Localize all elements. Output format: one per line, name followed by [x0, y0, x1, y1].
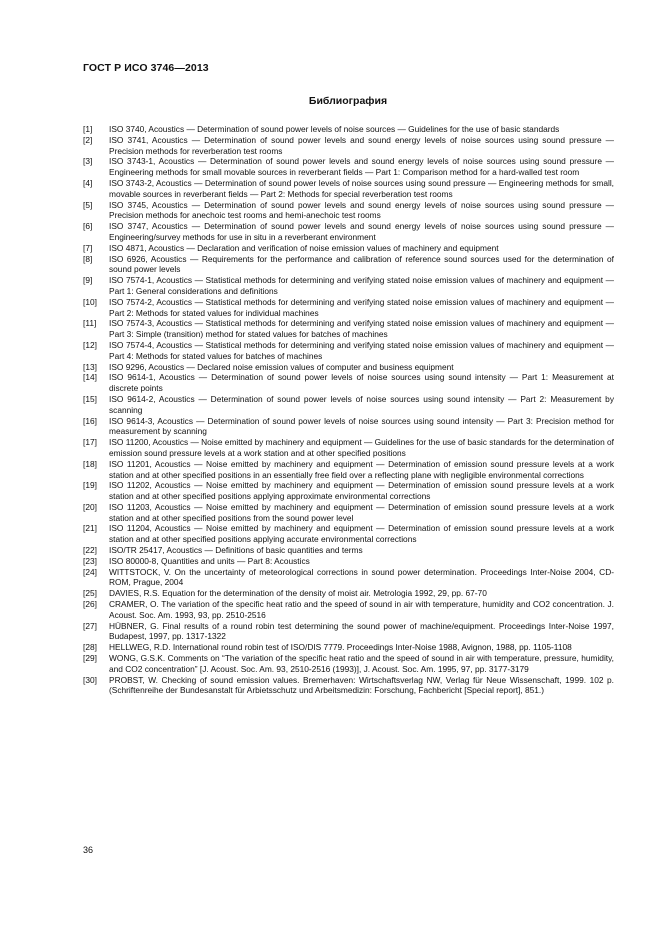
reference-item: [83, 588, 614, 599]
reference-text: ISO 11204, Acoustics — Noise emitted by machinery and equipment — Determination of emission sound pressure levels at a work station and at other specified positions applying accurate environmental corrections: [109, 523, 614, 545]
reference-item: [83, 135, 614, 157]
reference-text: DAVIES, R.S. Equation for the determination of the density of moist air. Metrologia 1992, 29, pp. 67-70: [109, 588, 487, 599]
reference-item: [83, 642, 614, 653]
reference-text: ISO 7574-3, Acoustics — Statistical methods for determining and verifying stated noise emission values of machinery and equipment — Part 3: Simple (transition) method for stated values for batches of machines: [109, 318, 614, 340]
reference-text: ISO 3743-2, Acoustics — Determination of sound power levels of noise sources using sound pressure — Engineering methods for small, movable sources in reverberant fields — Part 2: Methods for special reverberation test rooms: [109, 177, 614, 199]
reference-text: ISO 80000-8, Quantities and units — Part 8: Acoustics: [109, 555, 310, 566]
reference-item: [83, 254, 614, 276]
reference-number: [29]: [83, 653, 97, 664]
reference-text: ISO 11202, Acoustics — Noise emitted by machinery and equipment — Determination of emission sound pressure levels at a work station and at other specified positions applying approximate environmental corrections: [109, 480, 614, 502]
reference-number: [19]: [83, 480, 97, 491]
reference-number: [14]: [83, 372, 97, 383]
reference-text: ISO 6926, Acoustics — Requirements for the performance and calibration of reference sound sources used for the determination of sound power levels: [109, 253, 614, 275]
reference-item: [83, 545, 614, 556]
reference-item: [83, 318, 614, 340]
reference-item: [83, 567, 614, 589]
reference-number: [1]: [83, 124, 93, 134]
reference-text: ISO 3745, Acoustics — Determination of sound power levels and sound energy levels of noise sources using sound pressure — Precision methods for anechoic test rooms and hemi-anechoic test rooms: [109, 199, 614, 221]
reference-number: [24]: [83, 566, 97, 577]
reference-item: [83, 221, 614, 243]
reference-number: [2]: [83, 134, 93, 145]
reference-number: [3]: [83, 156, 93, 167]
reference-number: [4]: [83, 177, 93, 188]
reference-number: [26]: [83, 599, 97, 610]
reference-number: [7]: [83, 242, 93, 253]
reference-text: ISO 3743-1, Acoustics — Determination of sound power levels and sound energy levels of noise sources using sound pressure — Engineering methods for small movable sources in reverberant fields — Part 1: Comparison method for a hard-walled test room: [109, 156, 614, 178]
reference-number: [16]: [83, 415, 97, 426]
page-number: 36: [83, 845, 94, 855]
reference-item: [83, 275, 614, 297]
reference-number: [8]: [83, 253, 93, 264]
reference-text: ISO 3747, Acoustics — Determination of sound power levels and sound energy levels of noise sources using sound pressure — Engineering/survey methods for use in situ in a reverberant environment: [109, 221, 614, 242]
reference-item: [83, 675, 614, 697]
reference-number: [18]: [83, 458, 97, 469]
reference-number: [20]: [83, 501, 97, 512]
reference-number: [9]: [83, 275, 93, 286]
reference-text: ISO/TR 25417, Acoustics — Definitions of basic quantities and terms: [109, 545, 363, 556]
reference-item: [83, 459, 614, 481]
reference-number: [5]: [83, 199, 93, 210]
document-code: ГОСТ Р ИСО 3746—2013: [83, 62, 209, 74]
reference-number: [27]: [83, 620, 97, 631]
reference-item: [83, 124, 614, 135]
reference-number: [21]: [83, 523, 97, 534]
reference-item: [83, 372, 614, 394]
reference-number: [13]: [83, 361, 97, 372]
reference-text: ISO 4871, Acoustics — Declaration and verification of noise emission values of machinery and equipment: [109, 242, 499, 253]
reference-text: WITTSTOCK, V. On the uncertainty of meteorological corrections in sound power determination. Proceedings Inter-Noise 2004, CD-ROM, Prague, 2004: [109, 566, 614, 588]
reference-text: CRAMER, O. The variation of the specific heat ratio and the speed of sound in air with temperature, humidity and CO2 concentration. J. Acoust. Soc. Am. 1993, 93, pp. 2510-2516: [109, 599, 614, 620]
reference-text: ISO 7574-2, Acoustics — Statistical methods for determining and verifying stated noise emission values of machinery and equipment — Part 2: Methods for stated values for individual machines: [109, 296, 614, 318]
reference-text: ISO 9296, Acoustics — Declared noise emission values of computer and business equipment: [109, 361, 454, 372]
reference-text: PROBST, W. Checking of sound emission values. Bremerhaven: Wirtschaftsverlag NW, Verlag für Neue Wissenschaft, 1999. 102 p. (Schriftenreihe der Bundesanstalt für Arbietsschutz und Arbeitsmedizin: Forschung, Fachbericht [Special report], 851.): [109, 674, 614, 696]
reference-item: [83, 621, 614, 643]
reference-text: ISO 9614-3, Acoustics — Determination of sound power levels of noise sources using sound intensity — Part 3: Precision method for measurement by scanning: [109, 415, 614, 437]
reference-item: [83, 653, 614, 675]
reference-number: [25]: [83, 588, 97, 599]
reference-number: [6]: [83, 221, 93, 232]
reference-item: [83, 243, 614, 254]
reference-item: [83, 556, 614, 567]
reference-text: ISO 3740, Acoustics — Determination of sound power levels of noise sources — Guidelines for the use of basic standards: [109, 124, 560, 134]
reference-item: [83, 178, 614, 200]
reference-item: [83, 480, 614, 502]
reference-item: [83, 394, 614, 416]
reference-item: [83, 416, 614, 438]
reference-text: HELLWEG, R.D. International round robin test of ISO/DIS 7779. Proceedings Inter-Noise 1988, Avignon, 1988, pp. 1105-1108: [109, 642, 572, 653]
reference-text: ISO 11200, Acoustics — Noise emitted by machinery and equipment — Guidelines for the use of basic standards for the determination of emission sound pressure levels at a work station and at other specified positions: [109, 437, 614, 458]
reference-item: [83, 362, 614, 373]
reference-number: [22]: [83, 545, 97, 556]
reference-number: [11]: [83, 318, 97, 329]
reference-item: [83, 437, 614, 459]
reference-number: [30]: [83, 674, 97, 685]
reference-item: [83, 599, 614, 621]
reference-number: [17]: [83, 437, 97, 448]
reference-item: [83, 502, 614, 524]
reference-text: ISO 7574-4, Acoustics — Statistical methods for determining and verifying stated noise emission values of machinery and equipment — Part 4: Methods for stated values for batches of machines: [109, 339, 614, 361]
reference-number: [12]: [83, 339, 97, 350]
reference-item: [83, 340, 614, 362]
reference-number: [23]: [83, 555, 97, 566]
reference-text: ISO 11203, Acoustics — Noise emitted by machinery and equipment — Determination of emission sound pressure levels at a work station and at other specified positions from the sound power level: [109, 501, 614, 523]
reference-number: [15]: [83, 393, 97, 404]
bibliography-title: Библиография: [308, 95, 388, 107]
reference-text: ISO 9614-1, Acoustics — Determination of sound power levels of noise sources using sound intensity — Part 1: Measurement at discrete points: [109, 372, 614, 394]
reference-text: HÜBNER, G. Final results of a round robin test determining the sound power of machine/equipment. Proceedings Inter-Noise 1997, Budapest, 1997, pp. 1317-1322: [109, 620, 614, 642]
reference-text: WONG, G.S.K. Comments on “The variation of the specific heat ratio and the speed of sound in air with temperature, pressure, humidity, and CO2 concentration” [J. Acoust. Soc. Am. 93, 2510-2516 (1993)], J. Acoust. Soc. Am. 1995, 97, pp. 3177-3179: [109, 653, 614, 674]
reference-item: [83, 523, 614, 545]
reference-number: [28]: [83, 642, 97, 653]
reference-number: [10]: [83, 296, 97, 307]
reference-text: ISO 11201, Acoustics — Noise emitted by machinery and equipment — Determination of emission sound pressure levels at a work station and at other specified positions in an essentially free field over a reflecting plane with negligible environmental corrections: [109, 458, 614, 480]
reference-item: [83, 200, 614, 222]
reference-text: ISO 9614-2, Acoustics — Determination of sound power levels of noise sources using sound intensity — Part 2: Measurement by scanning: [109, 393, 614, 415]
reference-item: [83, 297, 614, 319]
reference-item: [83, 156, 614, 178]
reference-text: ISO 3741, Acoustics — Determination of sound power levels and sound energy levels of noise sources using sound pressure — Precision methods for reverberation test rooms: [109, 134, 614, 156]
reference-text: ISO 7574-1, Acoustics — Statistical methods for determining and verifying stated noise emission values of machinery and equipment — Part 1: General considerations and definitions: [109, 275, 614, 296]
reference-list: [83, 124, 614, 696]
